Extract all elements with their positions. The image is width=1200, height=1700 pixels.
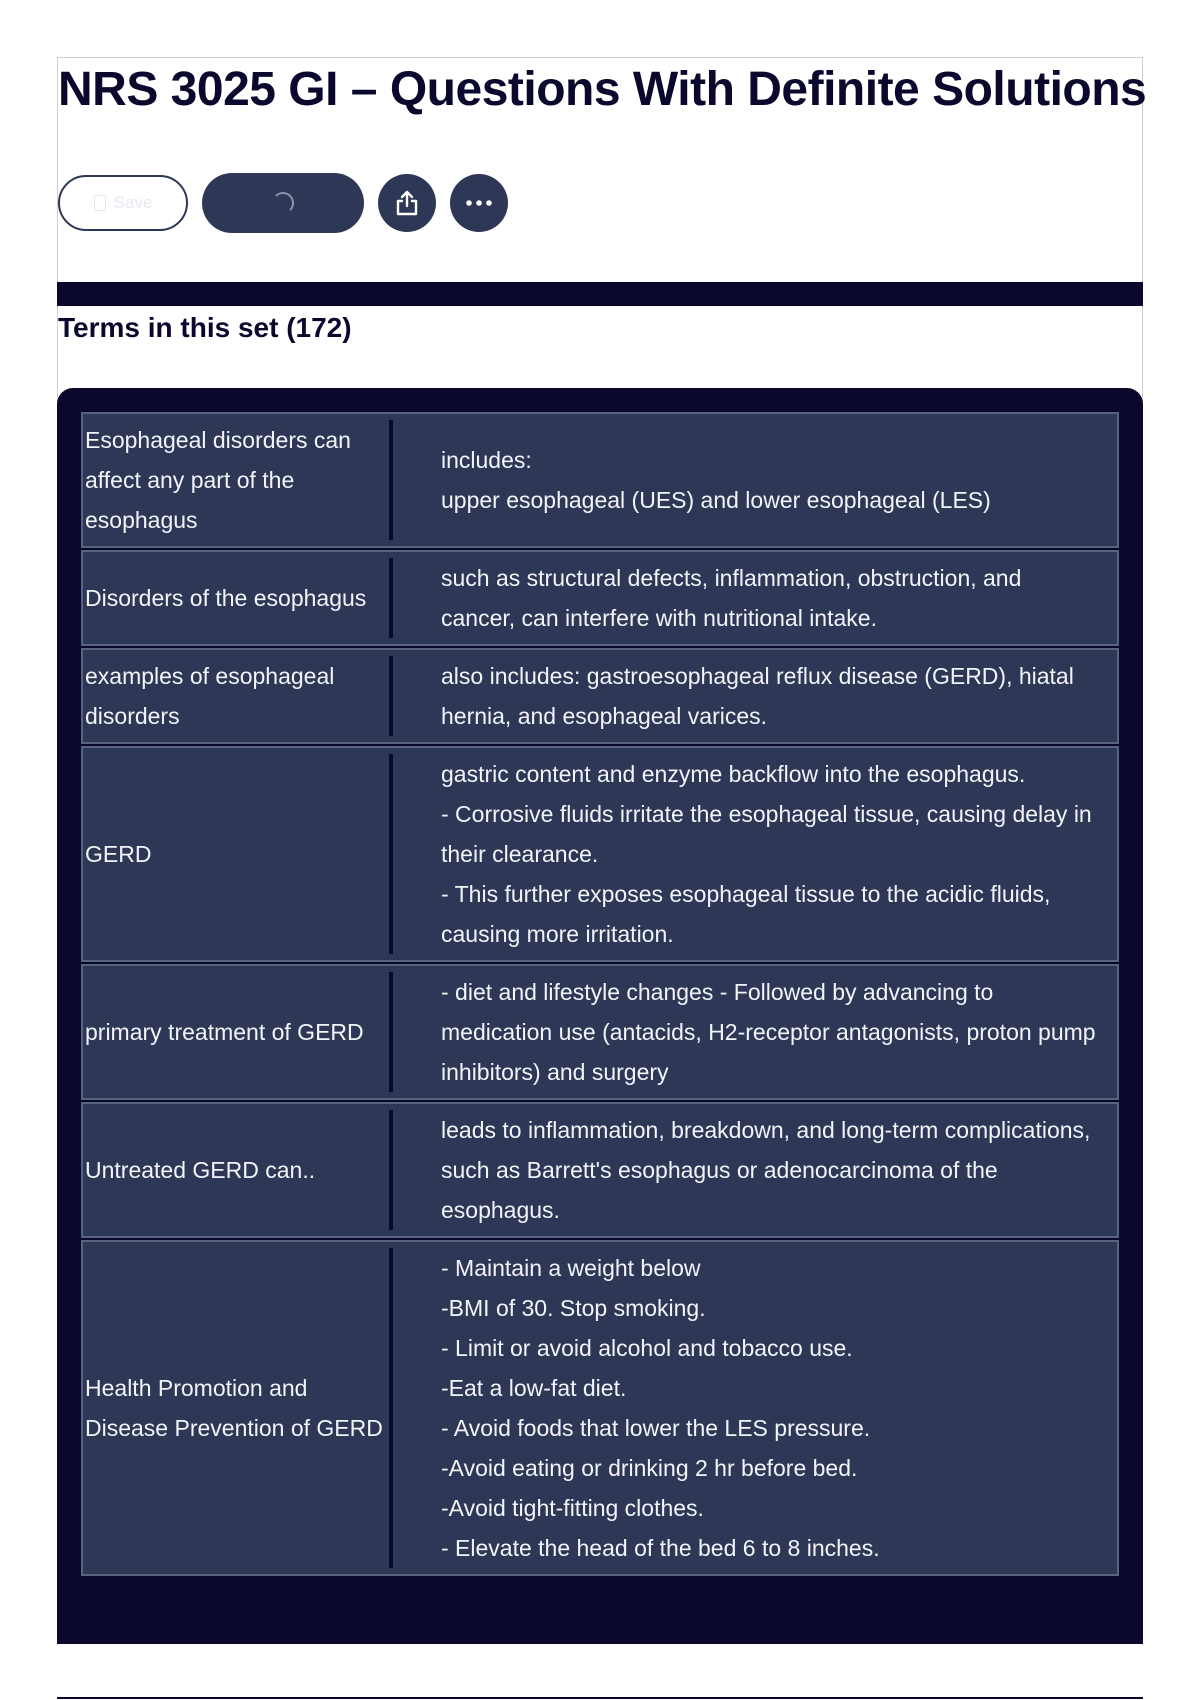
definition-cell — [393, 1242, 1117, 1574]
bookmark-icon — [94, 195, 106, 211]
share-button[interactable] — [378, 174, 436, 232]
terms-table — [57, 388, 1143, 1644]
term-row[interactable] — [81, 550, 1119, 646]
term-text: Health Promotion and Disease Prevention of GERD — [83, 1242, 393, 1574]
term-row[interactable] — [81, 412, 1119, 548]
term-row[interactable] — [81, 746, 1119, 962]
term-text: Untreated GERD can.. — [83, 1104, 393, 1236]
term-text: Esophageal disorders can affect any part of the esophagus — [83, 414, 393, 546]
toolbar — [58, 173, 508, 233]
share-icon — [394, 189, 420, 217]
term-row[interactable] — [81, 1102, 1119, 1238]
definition-cell — [393, 552, 1117, 644]
page-title: NRS 3025 GI – Questions With Definite Solutions — [58, 63, 1147, 116]
spinner-icon — [272, 192, 294, 214]
definition-text: - Maintain a weight below -BMI of 30. Stop smoking. - Limit or avoid alcohol and tobacco use. -Eat a low-fat diet. - Avoid foods that lower the LES pressure. -Avoid eating or drinking 2 hr before bed. -Avoid tight-fitting clothes. - Elevate the head of the bed 6 to 8 inches. — [441, 1255, 880, 1561]
definition-cell — [393, 414, 1117, 546]
definition-cell — [393, 966, 1117, 1098]
term-row[interactable] — [81, 648, 1119, 744]
terms-rows — [81, 412, 1119, 1578]
save-button[interactable] — [58, 175, 188, 231]
definition-text: includes: upper esophageal (UES) and lower esophageal (LES) — [441, 447, 991, 513]
definition-text: leads to inflammation, breakdown, and long-term complications, such as Barrett's esophagus or adenocarcinoma of the esophagus. — [441, 1117, 1091, 1223]
term-text: primary treatment of GERD — [83, 966, 393, 1098]
definition-text: gastric content and enzyme backflow into the esophagus. - Corrosive fluids irritate the esophageal tissue, causing delay in their clearance. - This further exposes esophageal tissue to the acidic fluids, causing more irritation. — [441, 761, 1092, 947]
definition-cell — [393, 748, 1117, 960]
term-row[interactable] — [81, 1240, 1119, 1576]
definition-text: also includes: gastroesophageal reflux disease (GERD), hiatal hernia, and esophageal varices. — [441, 663, 1074, 729]
term-text: GERD — [83, 748, 393, 960]
more-button[interactable] — [450, 174, 508, 232]
save-button-label: Save — [113, 193, 153, 212]
more-dots-icon — [465, 199, 493, 207]
definition-text: such as structural defects, inflammation, obstruction, and cancer, can interfere with nutritional intake. — [441, 565, 1022, 631]
loading-button[interactable] — [202, 173, 364, 233]
term-text: examples of esophageal disorders — [83, 650, 393, 742]
bottom-rule — [57, 1697, 1143, 1699]
terms-heading: Terms in this set (172) — [58, 312, 352, 343]
term-row[interactable] — [81, 964, 1119, 1100]
definition-cell — [393, 650, 1117, 742]
definition-text: - diet and lifestyle changes - Followed by advancing to medication use (antacids, H2-receptor antagonists, proton pump inhibitors) and surgery — [441, 979, 1096, 1085]
term-text: Disorders of the esophagus — [83, 552, 393, 644]
section-divider — [57, 282, 1143, 306]
definition-cell — [393, 1104, 1117, 1236]
